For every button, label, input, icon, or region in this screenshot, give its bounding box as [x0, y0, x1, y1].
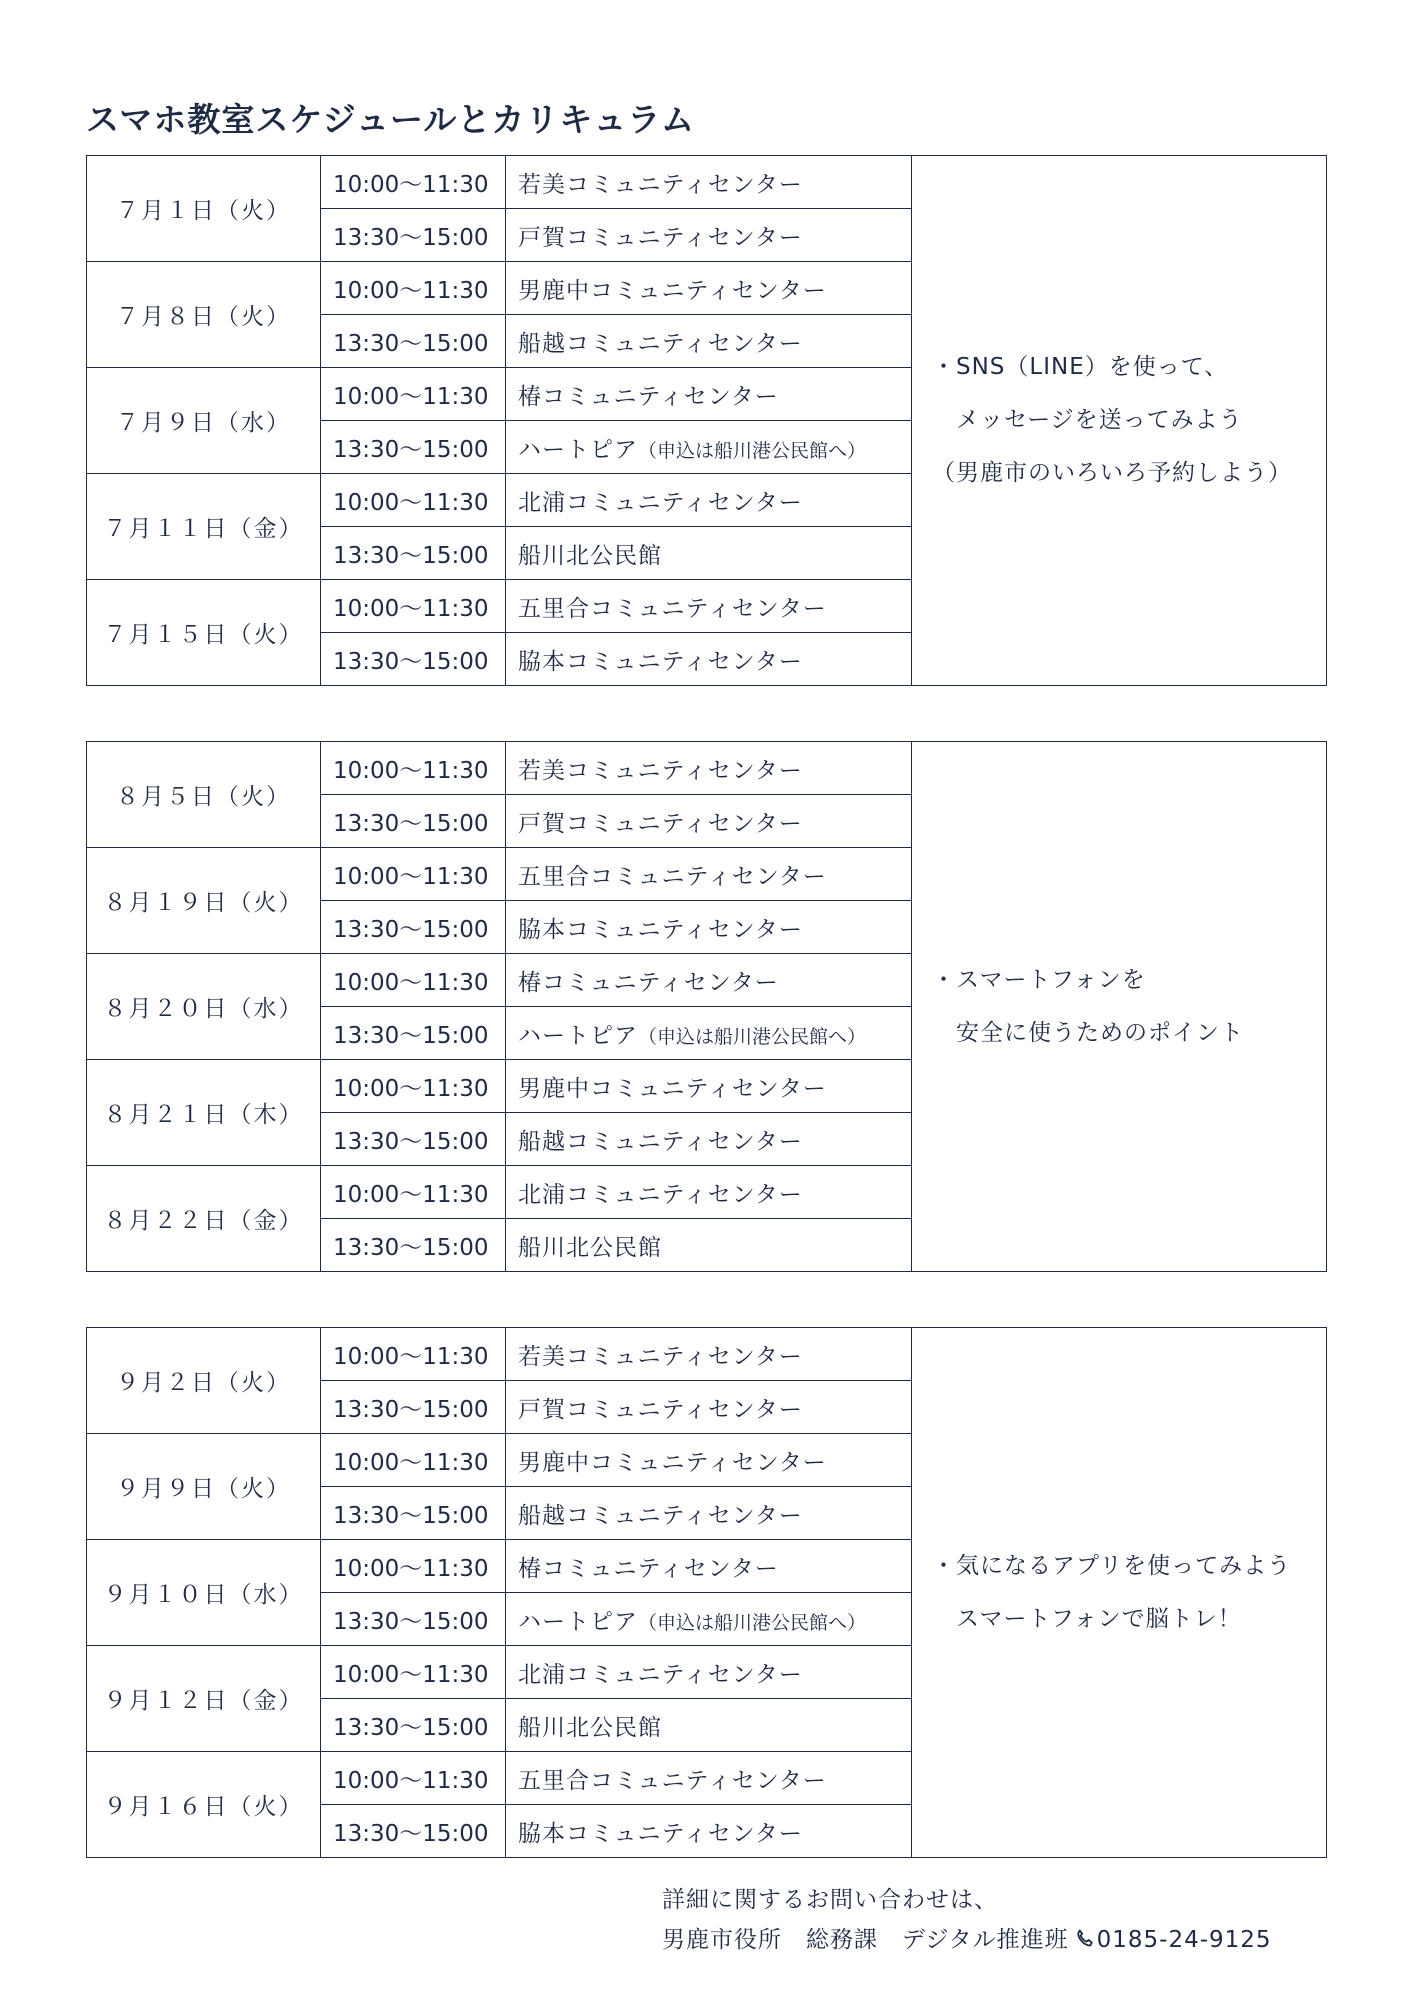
venue-name: 船川北公民館	[518, 1234, 662, 1261]
session-venue	[506, 901, 912, 954]
venue-name: 男鹿中コミュニティセンター	[518, 1075, 827, 1102]
curriculum-cell	[912, 1328, 1327, 1858]
session-time: 10:00～11:30	[321, 1166, 506, 1219]
session-venue	[506, 848, 912, 901]
session-time: 13:30～15:00	[321, 1593, 506, 1646]
session-venue	[506, 421, 912, 474]
session-time: 13:30～15:00	[321, 1805, 506, 1858]
venue-note: （申込は船川港公民館へ）	[638, 1025, 867, 1048]
session-date: ７月８日（火）	[87, 262, 321, 368]
contact-intro: 詳細に関するお問い合わせは、	[662, 1887, 998, 1913]
session-venue	[506, 1752, 912, 1805]
session-date: ９月１６日（火）	[87, 1752, 321, 1858]
venue-name: 戸賀コミュニティセンター	[518, 224, 803, 251]
session-date: ９月９日（火）	[87, 1434, 321, 1540]
session-time: 13:30～15:00	[321, 1699, 506, 1752]
venue-name: 若美コミュニティセンター	[518, 1343, 803, 1370]
venue-name: 船越コミュニティセンター	[518, 1128, 803, 1155]
contact-phone: 0185-24-9125	[1096, 1927, 1272, 1953]
session-time: 10:00～11:30	[321, 368, 506, 421]
venue-name: 北浦コミュニティセンター	[518, 1181, 803, 1208]
session-time: 10:00～11:30	[321, 1752, 506, 1805]
session-venue	[506, 368, 912, 421]
table-row	[87, 156, 1327, 209]
session-venue	[506, 742, 912, 795]
session-time: 10:00～11:30	[321, 742, 506, 795]
venue-name: 五里合コミュニティセンター	[518, 1767, 827, 1794]
session-venue	[506, 1219, 912, 1272]
session-time: 13:30～15:00	[321, 1219, 506, 1272]
session-time: 10:00～11:30	[321, 580, 506, 633]
venue-name: 脇本コミュニティセンター	[518, 648, 803, 675]
session-venue	[506, 633, 912, 686]
phone-icon	[1073, 1924, 1097, 1964]
session-date: ９月１２日（金）	[87, 1646, 321, 1752]
session-date: ９月２日（火）	[87, 1328, 321, 1434]
venue-name: 椿コミュニティセンター	[518, 1555, 779, 1582]
schedule-table-september	[86, 1327, 1327, 1858]
session-time: 13:30～15:00	[321, 421, 506, 474]
venue-name: ハートピア	[518, 436, 638, 463]
session-venue	[506, 1113, 912, 1166]
session-venue	[506, 1328, 912, 1381]
contact-office: 男鹿市役所 総務課 デジタル推進班	[662, 1927, 1069, 1953]
venue-note: （申込は船川港公民館へ）	[638, 439, 867, 462]
venue-name: 船川北公民館	[518, 1714, 662, 1741]
session-venue	[506, 795, 912, 848]
curriculum-line: スマートフォンで脳トレ！	[932, 1605, 1242, 1632]
session-venue	[506, 1593, 912, 1646]
session-venue	[506, 315, 912, 368]
venue-name: 北浦コミュニティセンター	[518, 1661, 803, 1688]
session-time: 13:30～15:00	[321, 1381, 506, 1434]
session-venue	[506, 1487, 912, 1540]
curriculum-line: ・気になるアプリを使ってみよう	[932, 1552, 1292, 1579]
table-row	[87, 1328, 1327, 1381]
venue-name: 脇本コミュニティセンター	[518, 1820, 803, 1847]
session-time: 13:30～15:00	[321, 795, 506, 848]
venue-name: 椿コミュニティセンター	[518, 383, 779, 410]
session-time: 13:30～15:00	[321, 209, 506, 262]
session-date: ７月１日（火）	[87, 156, 321, 262]
session-date: ８月１９日（火）	[87, 848, 321, 954]
venue-name: ハートピア	[518, 1608, 638, 1635]
session-date: ７月１１日（金）	[87, 474, 321, 580]
session-venue	[506, 1007, 912, 1060]
curriculum-line: ・SNS（LINE）を使って、	[932, 354, 1229, 380]
session-venue	[506, 954, 912, 1007]
session-time: 10:00～11:30	[321, 954, 506, 1007]
session-venue	[506, 474, 912, 527]
session-venue	[506, 262, 912, 315]
session-date: ８月２０日（水）	[87, 954, 321, 1060]
session-time: 10:00～11:30	[321, 262, 506, 315]
page-title: スマホ教室スケジュールとカリキュラム	[86, 100, 696, 139]
venue-name: 船川北公民館	[518, 542, 662, 569]
curriculum-cell	[912, 742, 1327, 1272]
session-venue	[506, 1166, 912, 1219]
session-date: ７月１５日（火）	[87, 580, 321, 686]
session-time: 10:00～11:30	[321, 1540, 506, 1593]
curriculum-cell	[912, 156, 1327, 686]
venue-name: 戸賀コミュニティセンター	[518, 1396, 803, 1423]
session-venue	[506, 209, 912, 262]
session-time: 13:30～15:00	[321, 633, 506, 686]
curriculum-line: 安全に使うためのポイント	[932, 1019, 1244, 1046]
venue-name: 五里合コミュニティセンター	[518, 595, 827, 622]
venue-name: 北浦コミュニティセンター	[518, 489, 803, 516]
session-venue	[506, 1646, 912, 1699]
session-time: 10:00～11:30	[321, 1060, 506, 1113]
venue-name: 男鹿中コミュニティセンター	[518, 277, 827, 304]
venue-name: ハートピア	[518, 1022, 638, 1049]
venue-name: 若美コミュニティセンター	[518, 171, 803, 198]
session-venue	[506, 1540, 912, 1593]
session-venue	[506, 1434, 912, 1487]
session-time: 10:00～11:30	[321, 1328, 506, 1381]
session-time: 10:00～11:30	[321, 156, 506, 209]
venue-name: 男鹿中コミュニティセンター	[518, 1449, 827, 1476]
session-time: 13:30～15:00	[321, 1487, 506, 1540]
venue-name: 五里合コミュニティセンター	[518, 863, 827, 890]
venue-name: 戸賀コミュニティセンター	[518, 810, 803, 837]
session-time: 13:30～15:00	[321, 527, 506, 580]
venue-name: 船越コミュニティセンター	[518, 1502, 803, 1529]
curriculum-line: ・スマートフォンを	[932, 966, 1146, 993]
session-time: 10:00～11:30	[321, 1434, 506, 1487]
session-venue	[506, 580, 912, 633]
venue-name: 船越コミュニティセンター	[518, 330, 803, 357]
session-time: 13:30～15:00	[321, 1113, 506, 1166]
contact-info	[662, 1880, 1272, 1964]
session-time: 13:30～15:00	[321, 315, 506, 368]
session-time: 13:30～15:00	[321, 1007, 506, 1060]
session-date: ８月２１日（木）	[87, 1060, 321, 1166]
venue-note: （申込は船川港公民館へ）	[638, 1611, 867, 1634]
session-time: 10:00～11:30	[321, 848, 506, 901]
schedule-table-july	[86, 155, 1327, 686]
venue-name: 脇本コミュニティセンター	[518, 916, 803, 943]
session-date: ８月２２日（金）	[87, 1166, 321, 1272]
session-date: ８月５日（火）	[87, 742, 321, 848]
venue-name: 椿コミュニティセンター	[518, 969, 779, 996]
session-venue	[506, 1805, 912, 1858]
schedule-table-august	[86, 741, 1327, 1272]
session-date: ７月９日（水）	[87, 368, 321, 474]
session-venue	[506, 1699, 912, 1752]
session-time: 13:30～15:00	[321, 901, 506, 954]
session-venue	[506, 527, 912, 580]
session-venue	[506, 156, 912, 209]
session-venue	[506, 1381, 912, 1434]
table-row	[87, 742, 1327, 795]
venue-name: 若美コミュニティセンター	[518, 757, 803, 784]
curriculum-line: メッセージを送ってみよう	[932, 407, 1243, 433]
session-time: 10:00～11:30	[321, 1646, 506, 1699]
session-date: ９月１０日（水）	[87, 1540, 321, 1646]
session-time: 10:00～11:30	[321, 474, 506, 527]
session-venue	[506, 1060, 912, 1113]
curriculum-line: （男鹿市のいろいろ予約しよう）	[932, 460, 1292, 486]
